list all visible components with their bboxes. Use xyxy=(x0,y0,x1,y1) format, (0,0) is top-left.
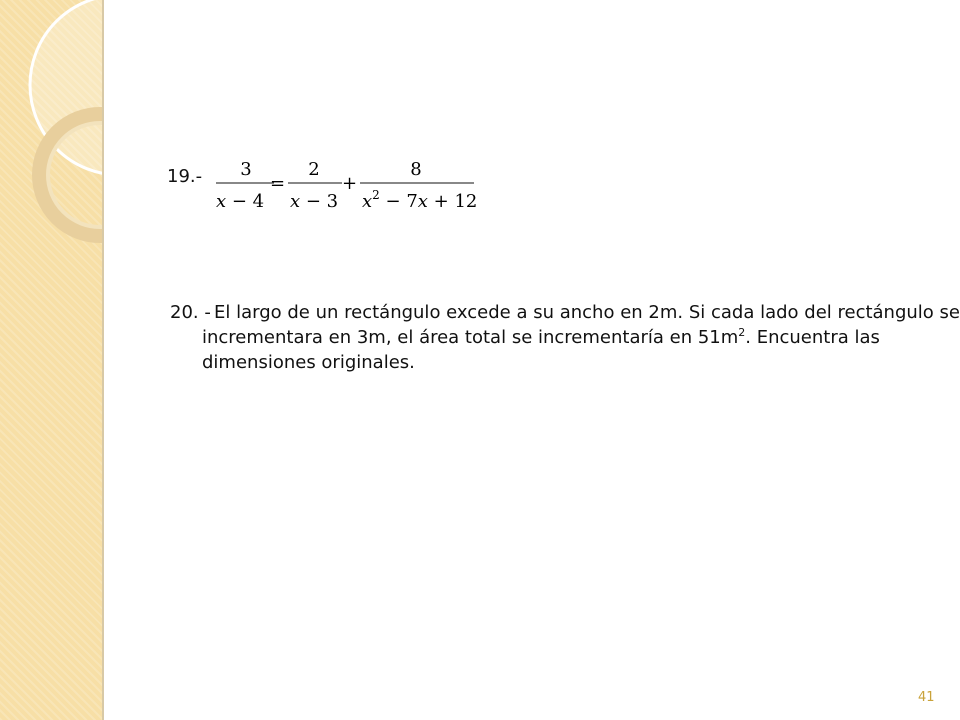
term1-numerator: 2 xyxy=(308,159,320,180)
equals-sign: = xyxy=(270,173,286,194)
problem-20-text-4: dimensiones originales. xyxy=(202,352,415,373)
page-number: 41 xyxy=(918,690,935,705)
decorative-rings xyxy=(0,0,104,720)
problem-20-text-2: incrementara en 3m, el área total se incrementaría en 51m xyxy=(202,327,739,348)
problem-20 xyxy=(170,300,960,375)
problem-20-line-3 xyxy=(170,350,930,375)
problem-20-line-2 xyxy=(170,325,930,350)
plus-sign: + xyxy=(342,173,358,194)
problem-20-number: 20. - xyxy=(170,302,211,323)
problem-19-equation xyxy=(212,155,482,215)
problem-20-line-1 xyxy=(170,300,960,325)
decorative-sidebar xyxy=(0,0,104,720)
term1-denominator: x − 3 xyxy=(290,191,339,212)
term2-denominator: $x^2 - 7x + 12$ xyxy=(362,188,478,212)
problem-20-text-3: . Encuentra las xyxy=(745,327,880,348)
problem-20-text-1: El largo de un rectángulo excede a su ancho en 2m. Si cada lado del rectángulo se xyxy=(214,302,960,323)
term2-numerator: 8 xyxy=(410,159,422,180)
problem-19-number: 19.- xyxy=(167,166,203,187)
lhs-denominator: x − 4 xyxy=(216,191,265,212)
lhs-numerator: 3 xyxy=(240,159,252,180)
problem-20-superscript: 2 xyxy=(738,326,746,339)
